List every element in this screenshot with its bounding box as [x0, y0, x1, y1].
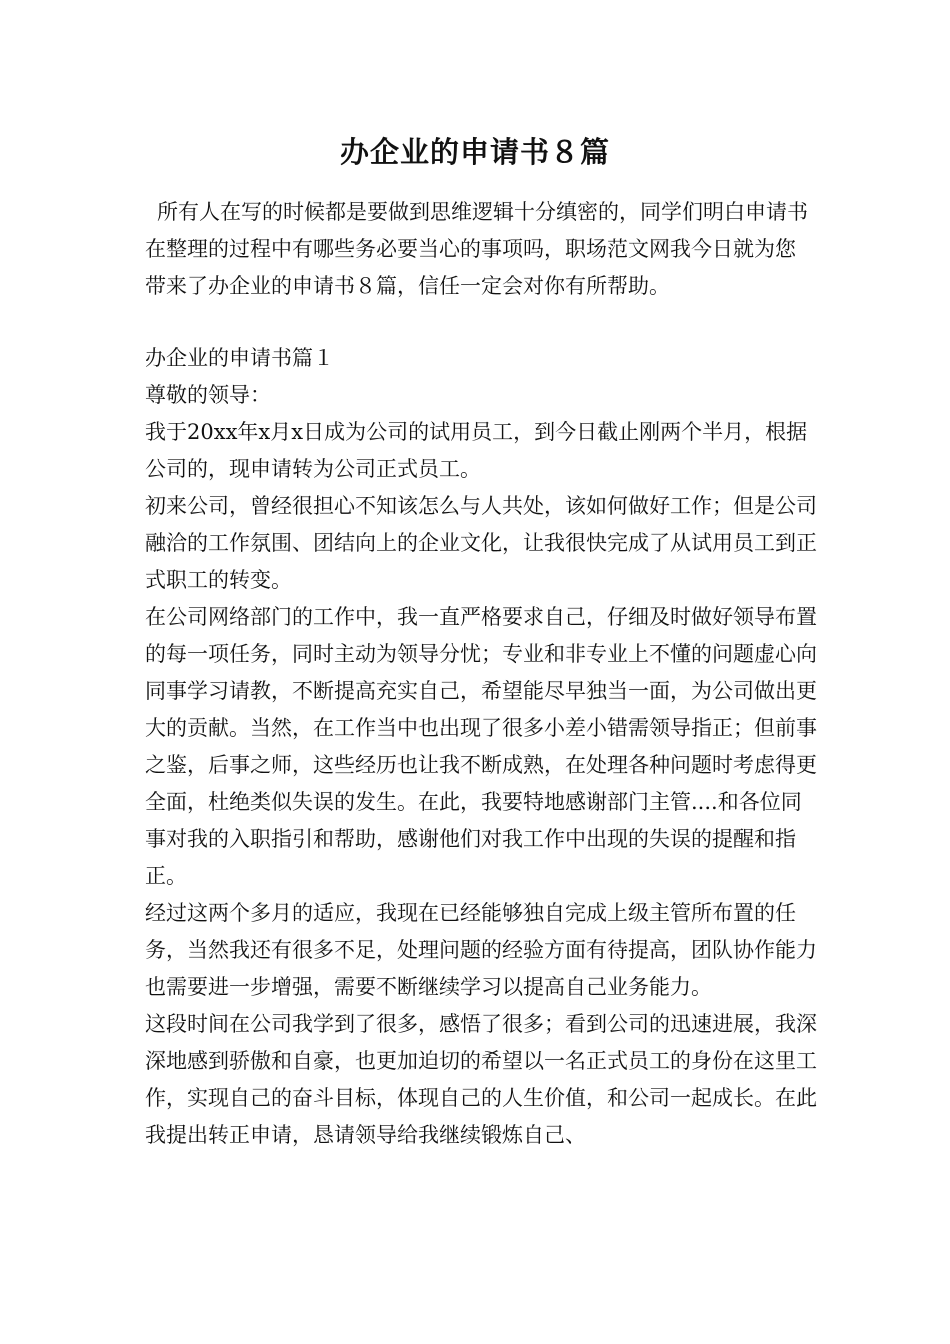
intro-paragraph: 所有人在写的时候都是要做到思维逻辑十分缜密的，同学们明白申请书在整理的过程中有哪些务必要当心的事项吗，职场范文网我今日就为您带来了办企业的申请书８篇，信任一定会对你有所帮助。 [145, 200, 808, 298]
body-paragraph-4: 经过这两个多月的适应，我现在已经能够独自完成上级主管所布置的任务，当然我还有很多不足，处理问题的经验方面有待提高，团队协作能力也需要进一步增强，需要不断继续学习以提高自己业务能力。 [145, 901, 817, 999]
section-heading: 办企业的申请书篇１ [145, 346, 334, 370]
document-title: 办企业的申请书８篇 [339, 135, 610, 169]
body-paragraph-3: 在公司网络部门的工作中，我一直严格要求自己，仔细及时做好领导布置的每一项任务，同时主动为领导分忧；专业和非专业上不懂的问题虚心向同事学习请教，不断提高充实自己，希望能尽早独当一面，为公司做出更大的贡献。当然，在工作当中也出现了很多小差小错需领导指正；但前事之鉴，后事之师，这些经历也让我不断成熟，在处理各种问题时考虑得更全面，杜绝类似失误的发生。在此，我要特地感谢部门主管....和各位同事对我的入职指引和帮助，感谢他们对我工作中出现的失误的提醒和指正。 [145, 605, 817, 888]
body-paragraph-1: 我于20xx年x月x日成为公司的试用员工，到今日截止刚两个半月，根据公司的，现申请转为公司正式员工。 [145, 420, 808, 481]
body-paragraph-2: 初来公司，曾经很担心不知该怎么与人共处，该如何做好工作；但是公司融洽的工作氛围、团结向上的企业文化，让我很快完成了从试用员工到正式职工的转变。 [145, 494, 817, 592]
salutation: 尊敬的领导： [145, 383, 271, 407]
body-paragraph-5: 这段时间在公司我学到了很多，感悟了很多；看到公司的迅速进展，我深深地感到骄傲和自豪，也更加迫切的希望以一名正式员工的身份在这里工作，实现自己的奋斗目标，体现自己的人生价值，和公司一起成长。在此我提出转正申请，恳请领导给我继续锻炼自己、 [145, 1012, 817, 1147]
document-body [145, 340, 820, 1154]
